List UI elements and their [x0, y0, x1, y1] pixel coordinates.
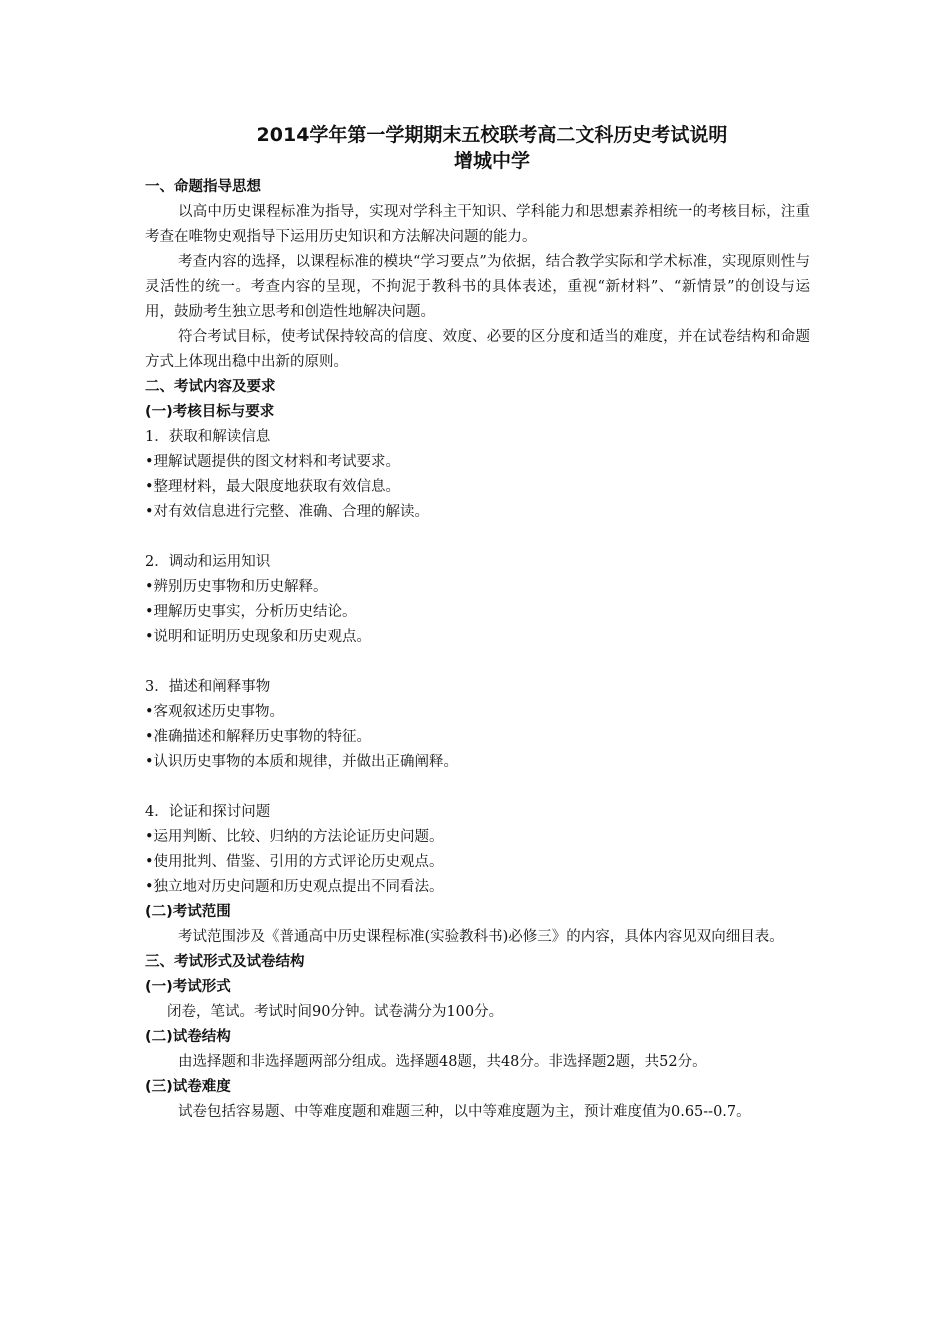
document-body	[145, 175, 810, 1125]
subsection-heading: (一)考核目标与要求	[145, 404, 275, 420]
paragraph: 闭卷，笔试。考试时间90分钟。试卷满分为100分。	[167, 1004, 504, 1020]
group-title: 2．调动和运用知识	[145, 554, 271, 570]
spacer	[145, 650, 810, 675]
group-title: 3．描述和阐释事物	[145, 679, 271, 695]
list-item: •辨别历史事物和历史解释。	[145, 579, 328, 595]
list-item: •理解试题提供的图文材料和考试要求。	[145, 454, 401, 470]
list-item: •整理材料，最大限度地获取有效信息。	[145, 479, 401, 495]
list-item: •使用批判、借鉴、引用的方式评论历史观点。	[145, 854, 444, 870]
paragraph: 以高中历史课程标准为指导，实现对学科主干知识、学科能力和思想素养相统一的考核目标，注重考查在唯物史观指导下运用历史知识和方法解决问题的能力。	[145, 204, 810, 245]
spacer	[145, 775, 810, 800]
subsection-heading: (一)考试形式	[145, 979, 231, 995]
list-item: •认识历史事物的本质和规律，并做出正确阐释。	[145, 754, 459, 770]
subsection-heading: (二)考试范围	[145, 904, 231, 920]
subsection-heading: (三)试卷难度	[145, 1079, 231, 1095]
section-heading: 一、命题指导思想	[145, 179, 261, 195]
list-item: •客观叙述历史事物。	[145, 704, 285, 720]
group-title: 1．获取和解读信息	[145, 429, 271, 445]
group-title: 4．论证和探讨问题	[145, 804, 271, 820]
section-heading: 二、考试内容及要求	[145, 379, 276, 395]
title-block	[0, 122, 950, 174]
list-item: •对有效信息进行完整、准确、合理的解读。	[145, 504, 430, 520]
section-heading: 三、考试形式及试卷结构	[145, 954, 305, 970]
paragraph: 试卷包括容易题、中等难度题和难题三种，以中等难度题为主，预计难度值为0.65--0.7。	[178, 1104, 751, 1120]
list-item: •独立地对历史问题和历史观点提出不同看法。	[145, 879, 444, 895]
paragraph: 由选择题和非选择题两部分组成。选择题48题，共48分。非选择题2题，共52分。	[178, 1054, 707, 1070]
document-title: 2014学年第一学期期末五校联考高二文科历史考试说明	[256, 124, 728, 146]
subsection-heading: (二)试卷结构	[145, 1029, 231, 1045]
list-item: •理解历史事实，分析历史结论。	[145, 604, 357, 620]
spacer	[145, 525, 810, 550]
paragraph: 符合考试目标，使考试保持较高的信度、效度、必要的区分度和适当的难度，并在试卷结构和命题方式上体现出稳中出新的原则。	[145, 329, 810, 370]
list-item: •运用判断、比较、归纳的方法论证历史问题。	[145, 829, 444, 845]
list-item: •说明和证明历史现象和历史观点。	[145, 629, 372, 645]
paragraph: 考试范围涉及《普通高中历史课程标准(实验教科书)必修三》的内容，具体内容见双向细目表。	[178, 929, 784, 945]
list-item: •准确描述和解释历史事物的特征。	[145, 729, 372, 745]
document-subtitle: 增城中学	[453, 150, 530, 172]
paragraph: 考查内容的选择，以课程标准的模块“学习要点”为依据，结合教学实际和学术标准，实现原则性与灵活性的统一。考查内容的呈现，不拘泥于教科书的具体表述，重视“新材料”、“新情景”的创设与运用，鼓励考生独立思考和创造性地解决问题。	[145, 254, 810, 320]
